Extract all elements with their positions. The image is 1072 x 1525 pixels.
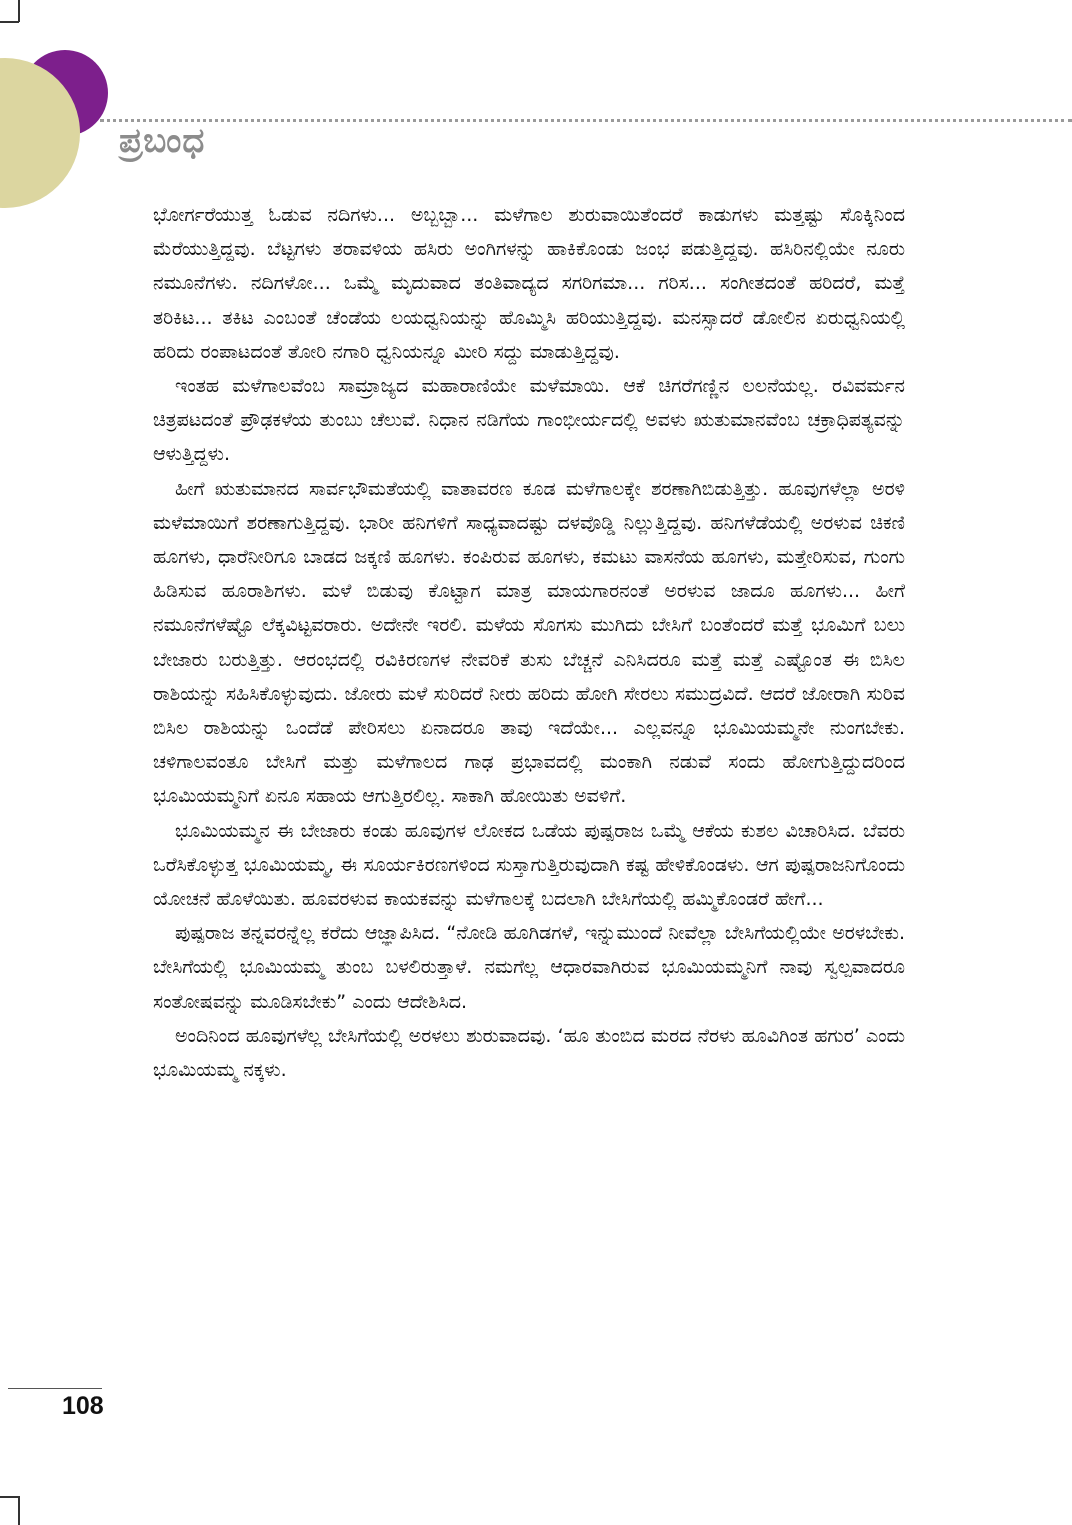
crop-mark-bottom-left-horizontal <box>0 1496 19 1498</box>
crop-mark-top-left-horizontal <box>0 21 19 23</box>
header-dotted-rule <box>100 119 1072 122</box>
paragraph-3: ಹೀಗೆ ಋತುಮಾನದ ಸಾರ್ವಭೌಮತೆಯಲ್ಲಿ ವಾತಾವರಣ ಕೂಡ ಮಳೆಗಾಲಕ್ಕೇ ಶರಣಾಗಿಬಿಡುತ್ತಿತ್ತು. ಹೂವುಗಳೆಲ್ಲಾ ಅರಳಿ ಮಳೆಮಾಯಿಗೆ ಶರಣಾಗುತ್ತಿದ್ದವು. ಭಾರೀ ಹನಿಗಳಿಗೆ ಸಾಧ್ಯವಾದಷ್ಟು ದಳವೊಡ್ಡಿ ನಿಲ್ಲುತ್ತಿದ್ದವು. ಹನಿಗಳೆಡೆಯಲ್ಲಿ ಅರಳುವ ಚಿಕಣಿ ಹೂಗಳು, ಧಾರೆನೀರಿಗೂ ಬಾಡದ ಜಕ್ಕಣಿ ಹೂಗಳು. ಕಂಪಿರುವ ಹೂಗಳು, ಕಮಟು ವಾಸನೆಯ ಹೂಗಳು, ಮತ್ತೇರಿಸುವ, ಗುಂಗು ಹಿಡಿಸುವ ಹೂರಾಶಿಗಳು. ಮಳೆ ಬಿಡುವು ಕೊಟ್ಟಾಗ ಮಾತ್ರ ಮಾಯಗಾರನಂತೆ ಅರಳುವ ಜಾದೂ ಹೂಗಳು... ಹೀಗೆ ನಮೂನೆಗಳೆಷ್ಟೊ ಲೆಕ್ಕವಿಟ್ಟವರಾರು. ಅದೇನೇ ಇರಲಿ. ಮಳೆಯ ಸೊಗಸು ಮುಗಿದು ಬೇಸಿಗೆ ಬಂತೆಂದರೆ ಮತ್ತೆ ಭೂಮಿಗೆ ಬಲು ಬೇಜಾರು ಬರುತ್ತಿತ್ತು. ಆರಂಭದಲ್ಲಿ ರವಿಕಿರಣಗಳ ನೇವರಿಕೆ ತುಸು ಬೆಚ್ಚನೆ ಎನಿಸಿದರೂ ಮತ್ತೆ ಮತ್ತೆ ಎಷ್ಟೊಂತ ಈ ಬಿಸಿಲ ರಾಶಿಯನ್ನು ಸಹಿಸಿಕೊಳ್ಳುವುದು. ಜೋರು ಮಳೆ ಸುರಿದರೆ ನೀರು ಹರಿದು ಹೋಗಿ ಸೇರಲು ಸಮುದ್ರವಿದೆ. ಆದರೆ ಜೋರಾಗಿ ಸುರಿವ ಬಿಸಿಲ ರಾಶಿಯನ್ನು ಒಂದೆಡೆ ಪೇರಿಸಲು ಏನಾದರೂ ತಾವು ಇದೆಯೇ... ಎಲ್ಲವನ್ನೂ ಭೂಮಿಯಮ್ಮನೇ ನುಂಗಬೇಕು. ಚಳಿಗಾಲವಂತೂ ಬೇಸಿಗೆ ಮತ್ತು ಮಳೆಗಾಲದ ಗಾಢ ಪ್ರಭಾವದಲ್ಲಿ ಮಂಕಾಗಿ ನಡುವೆ ಸಂದು ಹೋಗುತ್ತಿದ್ದುದರಿಂದ ಭೂಮಿಯಮ್ಮನಿಗೆ ಏನೂ ಸಹಾಯ ಆಗುತ್ತಿರಲಿಲ್ಲ. ಸಾಕಾಗಿ ಹೋಯಿತು ಅವಳಿಗೆ. <box>153 477 905 808</box>
crop-mark-top-left-vertical <box>18 0 20 22</box>
page-number: 108 <box>62 1392 104 1420</box>
crop-mark-bottom-left-vertical <box>18 1496 20 1525</box>
page-number-rule <box>8 1388 102 1389</box>
paragraph-4: ಭೂಮಿಯಮ್ಮನ ಈ ಬೇಜಾರು ಕಂಡು ಹೂವುಗಳ ಲೋಕದ ಒಡೆಯ ಪುಷ್ಪರಾಜ ಒಮ್ಮೆ ಆಕೆಯ ಕುಶಲ ವಿಚಾರಿಸಿದ. ಬೆವರು ಒರೆಸಿಕೊಳ್ಳುತ್ತ ಭೂಮಿಯಮ್ಮ, ಈ ಸೂರ್ಯಕಿರಣಗಳಿಂದ ಸುಸ್ತಾಗುತ್ತಿರುವುದಾಗಿ ಕಷ್ಟ ಹೇಳಿಕೊಂಡಳು. ಆಗ ಪುಷ್ಪರಾಜನಿಗೊಂದು ಯೋಚನೆ ಹೊಳೆಯಿತು. ಹೂವರಳುವ ಕಾಯಕವನ್ನು ಮಳೆಗಾಲಕ್ಕೆ ಬದಲಾಗಿ ಬೇಸಿಗೆಯಲ್ಲಿ ಹಮ್ಮಿಕೊಂಡರೆ ಹೇಗೆ... <box>153 819 905 911</box>
paragraph-1: ಭೋರ್ಗರೆಯುತ್ತ ಓಡುವ ನದಿಗಳು... ಅಬ್ಬಬ್ಬಾ... ಮಳೆಗಾಲ ಶುರುವಾಯಿತೆಂದರೆ ಕಾಡುಗಳು ಮತ್ತಷ್ಟು ಸೊಕ್ಕಿನಿಂದ ಮೆರೆಯುತ್ತಿದ್ದವು. ಬೆಟ್ಟಗಳು ತರಾವಳಿಯ ಹಸಿರು ಅಂಗಿಗಳನ್ನು ಹಾಕಿಕೊಂಡು ಜಂಭ ಪಡುತ್ತಿದ್ದವು. ಹಸಿರಿನಲ್ಲಿಯೇ ನೂರು ನಮೂನೆಗಳು. ನದಿಗಳೋ... ಒಮ್ಮೆ ಮೃದುವಾದ ತಂತಿವಾದ್ಯದ ಸಗರಿಗಮಾ... ಗರಿಸ... ಸಂಗೀತದಂತೆ ಹರಿದರೆ, ಮತ್ತೆ ತರಿಕಿಟ... ತಕಿಟ ಎಂಬಂತೆ ಚೆಂಡೆಯ ಲಯಧ್ವನಿಯನ್ನು ಹೊಮ್ಮಿಸಿ ಹರಿಯುತ್ತಿದ್ದವು. ಮನಸ್ಸಾದರೆ ಡೋಲಿನ ಏರುಧ್ವನಿಯಲ್ಲಿ ಹರಿದು ರಂಪಾಟದಂತೆ ತೋರಿ ನಗಾರಿ ಧ್ವನಿಯನ್ನೂ ಮೀರಿ ಸದ್ದು ಮಾಡುತ್ತಿದ್ದವು. <box>153 204 905 363</box>
essay-body <box>153 198 905 1087</box>
paragraph-2: ಇಂತಹ ಮಳೆಗಾಲವೆಂಬ ಸಾಮ್ರಾಜ್ಯದ ಮಹಾರಾಣಿಯೇ ಮಳೆಮಾಯಿ. ಆಕೆ ಚಿಗರೆಗಣ್ಣಿನ ಲಲನೆಯಲ್ಲ. ರವಿವರ್ಮನ ಚಿತ್ರಪಟದಂತೆ ಪ್ರೌಢಕಳೆಯ ತುಂಬು ಚೆಲುವೆ. ನಿಧಾನ ನಡಿಗೆಯ ಗಾಂಭೀರ್ಯದಲ್ಲಿ ಅವಳು ಋತುಮಾನವೆಂಬ ಚಕ್ರಾಧಿಪತ್ಯವನ್ನು ಆಳುತ್ತಿದ್ದಳು. <box>153 375 905 466</box>
section-title: ಪ್ರಬಂಧ <box>119 121 206 161</box>
paragraph-5: ಪುಷ್ಪರಾಜ ತನ್ನವರನ್ನೆಲ್ಲ ಕರೆದು ಆಜ್ಞಾಪಿಸಿದ. “ನೋಡಿ ಹೂಗಿಡಗಳೆ, ಇನ್ನುಮುಂದೆ ನೀವೆಲ್ಲಾ ಬೇಸಿಗೆಯಲ್ಲಿಯೇ ಅರಳಬೇಕು. ಬೇಸಿಗೆಯಲ್ಲಿ ಭೂಮಿಯಮ್ಮ ತುಂಬ ಬಳಲಿರುತ್ತಾಳೆ. ನಮಗೆಲ್ಲ ಆಧಾರವಾಗಿರುವ ಭೂಮಿಯಮ್ಮನಿಗೆ ನಾವು ಸ್ವಲ್ಪವಾದರೂ ಸಂತೋಷವನ್ನು ಮೂಡಿಸಬೇಕು” ಎಂದು ಆದೇಶಿಸಿದ. <box>153 922 905 1013</box>
paragraph-6: ಅಂದಿನಿಂದ ಹೂವುಗಳೆಲ್ಲ ಬೇಸಿಗೆಯಲ್ಲಿ ಅರಳಲು ಶುರುವಾದವು. ‘ಹೂ ತುಂಬಿದ ಮರದ ನೆರಳು ಹೂವಿಗಿಂತ ಹಗುರ’ ಎಂದು ಭೂಮಿಯಮ್ಮ ನಕ್ಕಳು. <box>153 1024 905 1082</box>
